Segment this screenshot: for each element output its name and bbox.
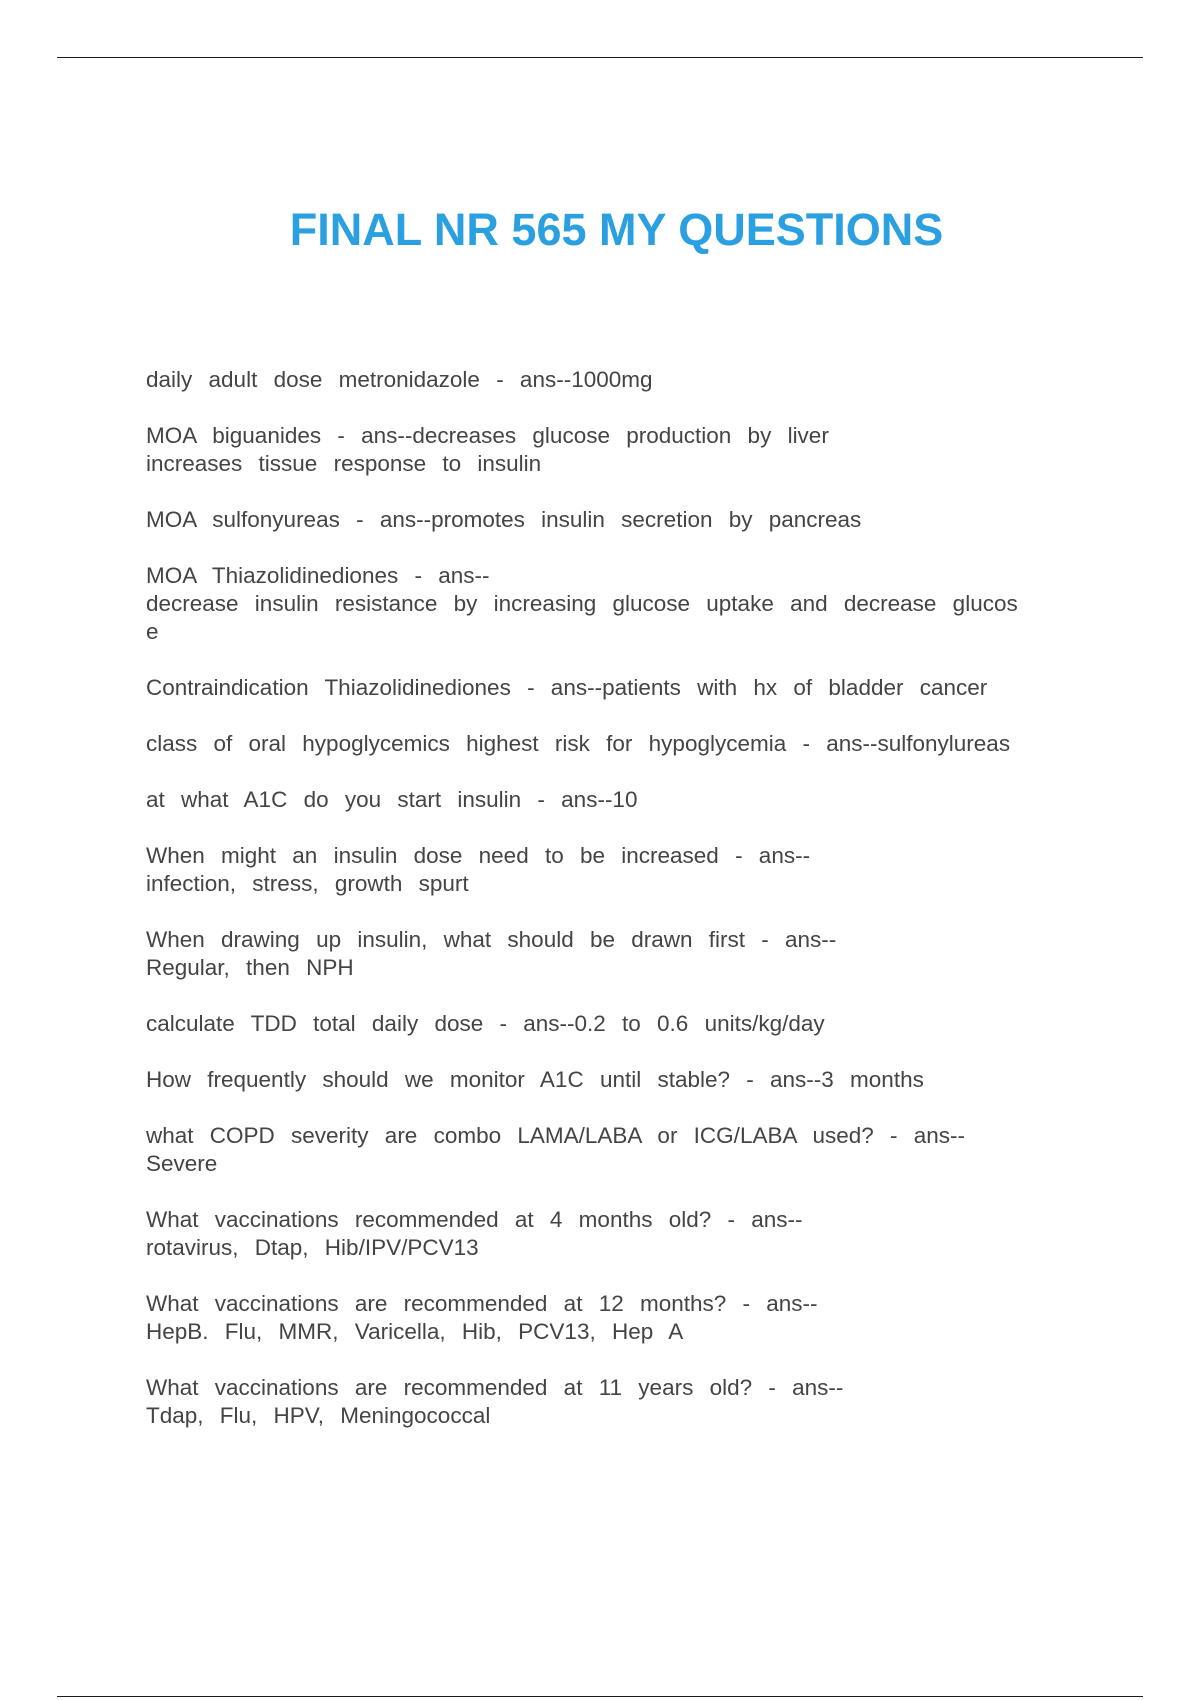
qa-item: MOA sulfonyureas - ans--promotes insulin secretion by pancreas [146, 507, 862, 532]
qa-item: What vaccinations are recommended at 12 months? - ans-- HepB. Flu, MMR, Varicella, Hib, PCV13, Hep A [146, 1291, 818, 1344]
qa-item: What vaccinations are recommended at 11 years old? - ans-- Tdap, Flu, HPV, Meningococcal [146, 1375, 844, 1428]
qa-item: How frequently should we monitor A1C until stable? - ans--3 months [146, 1067, 924, 1092]
qa-item: When drawing up insulin, what should be drawn first - ans-- Regular, then NPH [146, 927, 837, 980]
qa-item: MOA Thiazolidinediones - ans-- decrease insulin resistance by increasing glucose uptake and decrease glucos e [146, 563, 1018, 644]
qa-item: Contraindication Thiazolidinediones - ans--patients with hx of bladder cancer [146, 675, 988, 700]
question-answer-list [146, 366, 1090, 1458]
qa-item: what COPD severity are combo LAMA/LABA or ICG/LABA used? - ans-- Severe [146, 1123, 966, 1176]
qa-item: What vaccinations recommended at 4 months old? - ans-- rotavirus, Dtap, Hib/IPV/PCV13 [146, 1207, 803, 1260]
qa-item: calculate TDD total daily dose - ans--0.2 to 0.6 units/kg/day [146, 1011, 825, 1036]
top-divider [57, 57, 1143, 58]
document-title: FINAL NR 565 MY QUESTIONS [289, 204, 944, 255]
qa-item: MOA biguanides - ans--decreases glucose production by liver increases tissue response to insulin [146, 423, 829, 476]
qa-item: class of oral hypoglycemics highest risk for hypoglycemia - ans--sulfonylureas [146, 731, 1011, 756]
bottom-divider [57, 1696, 1143, 1697]
qa-item: When might an insulin dose need to be increased - ans-- infection, stress, growth spurt [146, 843, 811, 896]
qa-item: at what A1C do you start insulin - ans--10 [146, 787, 638, 812]
qa-item: daily adult dose metronidazole - ans--1000mg [146, 367, 653, 392]
